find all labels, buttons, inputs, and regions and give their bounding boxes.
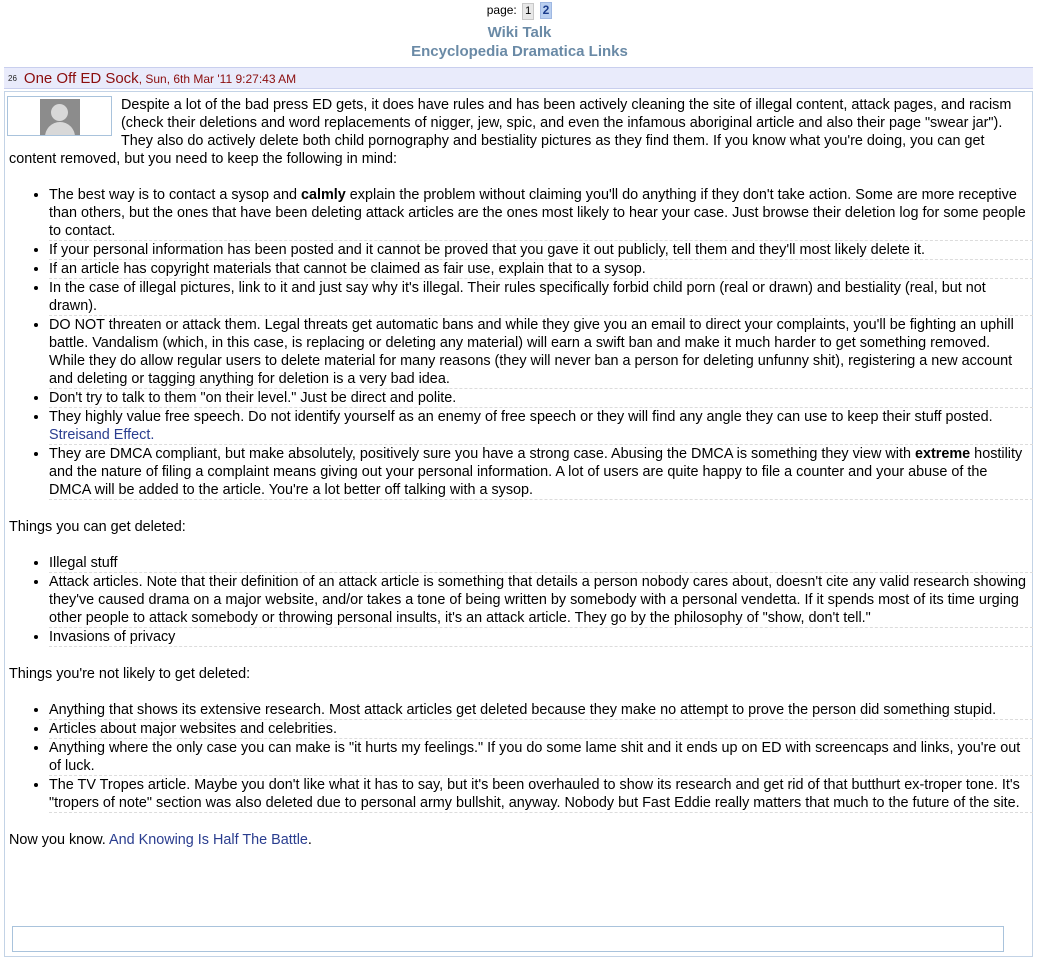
list-item: • Attack articles. Note that their definition of an attack article is something that details a person nobody cares about, doesn't cite any valid research showing they've caused drama on a major website, and/or takes a tone of being written by somebody with a personal vendetta. If it spends most of its time urging other people to attack somebody or throwing personal insults, it's an attack article. They go by the philosophy of "show, don't tell." bbox=[49, 573, 1033, 628]
thread-title[interactable]: Encyclopedia Dramatica Links bbox=[411, 43, 628, 60]
post-content bbox=[9, 96, 1029, 849]
pagination bbox=[0, 2, 1039, 20]
board-title[interactable]: Wiki Talk bbox=[487, 24, 552, 41]
quick-reply-input[interactable] bbox=[12, 926, 1004, 952]
list-item: • The TV Tropes article. Maybe you don't like what it has to say, but it's been overhauled to show its research and get rid of that butthurt ex-troper tone. It's "tropers of note" section was also deleted due to personal army bullshit, anyway. Nobody but Fast Eddie really matters that much to the future of the site. bbox=[49, 776, 1033, 813]
can-delete-list bbox=[9, 554, 1029, 647]
page-2-link[interactable]: 2 bbox=[540, 2, 553, 19]
list-item: • The best way is to contact a sysop and calmly explain the problem without claiming you'll do anything if they don't take action. Some are more receptive than others, but the ones that have been deleting attack articles are the ones most likely to hear your case. Just browse their deletion log for some people to contact. bbox=[49, 186, 1033, 241]
pagination-label: page: bbox=[486, 3, 517, 17]
list-item: • Don't try to talk to them "on their level." Just be direct and polite. bbox=[49, 389, 1033, 408]
streisand-effect-link[interactable]: Streisand Effect. bbox=[49, 427, 155, 443]
post-header bbox=[4, 67, 1033, 89]
post-body bbox=[4, 91, 1033, 957]
post-author[interactable]: One Off ED Sock bbox=[23, 70, 139, 87]
post-intro: Despite a lot of the bad press ED gets, it does have rules and has been actively cleaning the site of illegal content, attack pages, and racism (check their deletions and word replacements of nigger, jew, spic, and even the infamous aboriginal article and also their page "swear jar"). They also do actively delete both child pornography and bestiality pictures as they find them. If you know what you're doing, you can get content removed, but you need to keep the following in mind: bbox=[9, 97, 1012, 167]
list-item: • Illegal stuff bbox=[49, 554, 1033, 573]
list-item: • Articles about major websites and celebrities. bbox=[49, 720, 1033, 739]
list-item: • They highly value free speech. Do not identify yourself as an enemy of free speech or they will find any angle they can use to keep their stuff posted. Streisand Effect. bbox=[49, 408, 1033, 445]
list-item: • In the case of illegal pictures, link to it and just say why it's illegal. Their rules specifically forbid child porn (real or drawn) and bestiality (real, but not drawn). bbox=[49, 279, 1033, 316]
post-outro: Now you know. And Knowing Is Half The Battle. bbox=[9, 832, 312, 848]
cannot-delete-list bbox=[9, 701, 1029, 813]
list-item: • DO NOT threaten or attack them. Legal threats get automatic bans and while they give you an email to direct your complaints, you'll be fighting an uphill battle. Vandalism (which, in this case, is replacing or deleting any material) will earn a swift ban and make it much harder to get something removed. While they do allow regular users to delete material for many reasons (they will never ban a person for deleting unfunny shit), registering a new account and deleting or tagging anything for deletion is a very bad idea. bbox=[49, 316, 1033, 389]
list-item: • Anything where the only case you can make is "it hurts my feelings." If you do some lame shit and it ends up on ED with screencaps and links, you're out of luck. bbox=[49, 739, 1033, 776]
tips-list bbox=[9, 186, 1029, 500]
cannot-delete-heading: Things you're not likely to get deleted: bbox=[9, 666, 251, 682]
post-number[interactable]: 26 bbox=[8, 74, 17, 83]
can-delete-heading: Things you can get deleted: bbox=[9, 519, 186, 535]
page-current: 1 bbox=[522, 3, 534, 20]
list-item: • Anything that shows its extensive research. Most attack articles get deleted because they make no attempt to prove the person did something stupid. bbox=[49, 701, 1033, 720]
knowing-half-battle-link[interactable]: And Knowing Is Half The Battle bbox=[109, 832, 308, 848]
post-date: , Sun, 6th Mar '11 9:27:43 AM bbox=[138, 72, 297, 86]
list-item: • Invasions of privacy bbox=[49, 628, 1033, 647]
list-item: • If an article has copyright materials that cannot be claimed as fair use, explain that to a sysop. bbox=[49, 260, 1033, 279]
list-item: • If your personal information has been posted and it cannot be proved that you gave it out publicly, tell them and they'll most likely delete it. bbox=[49, 241, 1033, 260]
list-item: • They are DMCA compliant, but make absolutely, positively sure you have a strong case. Abusing the DMCA is something they view with extreme hostility and the nature of filing a complaint means giving out your personal information. A lot of users are quite happy to file a counter and your abuse of the DMCA will be added to the article. You're a lot better off talking with a sysop. bbox=[49, 445, 1033, 500]
